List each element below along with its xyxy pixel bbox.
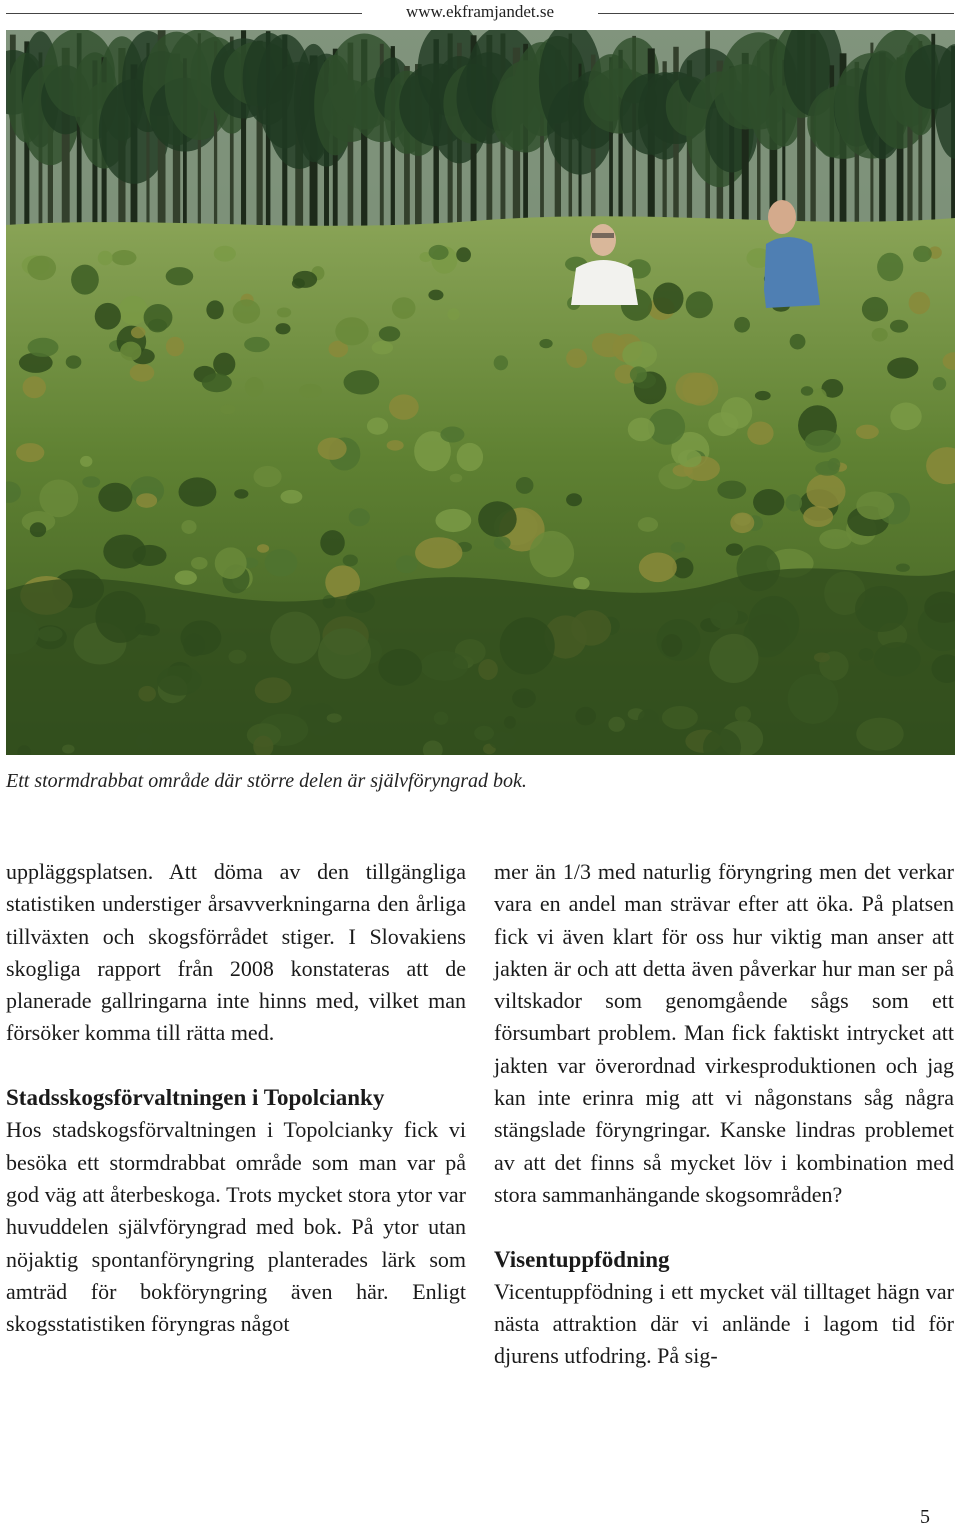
- shrub-leaf-cluster: [299, 384, 322, 398]
- shrub-leaf-cluster: [415, 537, 462, 568]
- shrub-leaf-cluster: [280, 490, 302, 504]
- shrub-leaf-cluster: [671, 542, 686, 553]
- shrub-leaf-cluster: [494, 536, 511, 549]
- photo-caption: Ett stormdrabbat område där större delen är självföryngrad bok.: [6, 770, 527, 792]
- shrub-leaf-cluster: [638, 517, 658, 532]
- shrub-leaf-cluster: [202, 373, 232, 392]
- shrub-leaf-cluster: [120, 342, 141, 361]
- shrub-leaf-cluster: [812, 388, 827, 403]
- header-rule-left: [6, 13, 362, 14]
- shrub-leaf-cluster: [244, 337, 270, 352]
- shrub-leaf-cluster: [913, 246, 932, 262]
- shrub-leaf-cluster: [890, 320, 908, 333]
- page-header: [0, 0, 960, 26]
- shrub-leaf-cluster: [265, 549, 298, 577]
- shrub-leaf-cluster: [66, 355, 82, 368]
- paragraph-gap: [494, 1211, 954, 1243]
- shrub-leaf-cluster: [179, 477, 217, 506]
- shrub-leaf-cluster: [257, 544, 269, 553]
- left-column: [6, 856, 466, 1340]
- shrub-leaf-cluster: [191, 557, 208, 570]
- right-paragraph-2: Vicentuppfödning i ett mycket väl tilltaget hägn var nästa attraktion där vi anlände i lagom tid för djurens utfodring. På sig-: [494, 1278, 954, 1369]
- shrub-leaf-cluster: [933, 377, 946, 390]
- shrub-leaf-cluster: [387, 440, 404, 450]
- shrub-leaf-cluster: [130, 364, 155, 382]
- shrub-leaf-cluster: [721, 397, 752, 429]
- shrub-leaf-cluster: [245, 377, 264, 397]
- shrub-leaf-cluster: [592, 333, 626, 357]
- shrub-leaf-cluster: [276, 323, 291, 334]
- shrub-leaf-cluster: [112, 250, 137, 265]
- shrub-leaf-cluster: [234, 489, 248, 498]
- shrub-leaf-cluster: [478, 501, 517, 537]
- shrub-leaf-cluster: [103, 534, 146, 568]
- shrub-leaf-cluster: [429, 245, 449, 260]
- shrub-leaf-cluster: [686, 291, 713, 318]
- shrub-leaf-cluster: [566, 493, 582, 506]
- shrub-leaf-cluster: [277, 307, 291, 317]
- shrub-leaf-cluster: [747, 422, 773, 445]
- shrub-leaf-cluster: [166, 337, 184, 357]
- shrub-leaf-cluster: [119, 296, 148, 325]
- shrub-leaf-cluster: [428, 290, 443, 301]
- shrub-leaf-cluster: [80, 456, 92, 467]
- shrub-leaf-cluster: [166, 267, 194, 285]
- shrub-leaf-cluster: [457, 443, 483, 471]
- shrub-leaf-cluster: [730, 512, 754, 533]
- shrub-leaf-cluster: [148, 319, 167, 333]
- shrub-leaf-cluster: [367, 417, 388, 434]
- page-number: 5: [920, 1506, 930, 1528]
- shrub-leaf-cluster: [95, 303, 121, 330]
- shrub-leaf-cluster: [815, 461, 839, 476]
- shrub-leaf-cluster: [887, 357, 918, 378]
- shrub-leaf-cluster: [253, 466, 281, 487]
- shrub-leaf-cluster: [28, 338, 59, 357]
- shrub-leaf-cluster: [175, 570, 197, 585]
- paragraph-gap: [6, 1050, 466, 1082]
- shrub-leaf-cluster: [82, 476, 100, 487]
- header-rule-right: [598, 13, 954, 14]
- shrub-leaf-cluster: [318, 438, 347, 460]
- shrub-leaf-cluster: [639, 553, 677, 583]
- shrub-leaf-cluster: [566, 348, 587, 368]
- shrub-leaf-cluster: [131, 327, 146, 339]
- right-column: [494, 856, 954, 1373]
- shrub-leaf-cluster: [755, 391, 771, 401]
- shrub-leaf-cluster: [805, 430, 841, 453]
- shrub-leaf-cluster: [856, 425, 879, 439]
- shrub-leaf-cluster: [215, 547, 247, 579]
- shrub-leaf-cluster: [456, 247, 471, 262]
- shrub-leaf-cluster: [529, 531, 574, 577]
- shrub-leaf-cluster: [335, 317, 368, 345]
- forest-photo: [6, 30, 955, 755]
- shrub-leaf-cluster: [16, 443, 44, 462]
- section-heading-topolcianky: Stadsskogsförvaltningen i Topolcianky: [6, 1085, 385, 1111]
- section-heading-visentuppfodning: Visentuppfödning: [494, 1246, 670, 1272]
- shrub-leaf-cluster: [450, 474, 463, 483]
- shrub-leaf-cluster: [862, 297, 888, 322]
- left-paragraph-2: Hos stadskogsförvaltningen i Topolcianky fick vi besöka ett stormdrabbat område som man var på god väg att återbeskoga. Trots mycket stora ytor var huvuddelen självföryngrad med bok. På ytor utan nöjaktig spontanföryngring planterades lärk som amträd för bokföryngring även här. Enligt skogsstatistiken föryngras något: [6, 1117, 466, 1337]
- shrub-leaf-cluster: [233, 299, 261, 323]
- shrub-leaf-cluster: [39, 479, 78, 517]
- shrub-leaf-cluster: [396, 555, 418, 573]
- shrub-leaf-cluster: [856, 491, 894, 519]
- shrub-leaf-cluster: [344, 370, 380, 394]
- shrub-leaf-cluster: [220, 404, 235, 414]
- shrub-leaf-cluster: [494, 355, 508, 370]
- shrub-leaf-cluster: [753, 489, 784, 515]
- shrub-leaf-cluster: [214, 246, 236, 262]
- shrub-leaf-cluster: [30, 522, 46, 537]
- shrub-leaf-cluster: [653, 283, 684, 315]
- shrub-leaf-cluster: [786, 494, 803, 511]
- shrub-leaf-cluster: [379, 326, 400, 341]
- shrub-leaf-cluster: [213, 353, 235, 376]
- shrub-leaf-cluster: [98, 251, 113, 266]
- shrub-leaf-cluster: [136, 493, 157, 508]
- shrub-leaf-cluster: [98, 483, 132, 512]
- shrub-leaf-cluster: [349, 508, 370, 526]
- shrub-leaf-cluster: [909, 292, 930, 315]
- shrub-leaf-cluster: [27, 256, 56, 281]
- shrub-leaf-cluster: [320, 530, 345, 555]
- shrub-leaf-cluster: [877, 253, 903, 281]
- shrub-leaf-cluster: [440, 427, 464, 443]
- shrub-leaf-cluster: [206, 300, 223, 319]
- shrub-leaf-cluster: [890, 403, 921, 431]
- header-site-url: www.ekframjandet.se: [405, 2, 555, 21]
- shrub-leaf-cluster: [622, 341, 657, 368]
- right-paragraph-1: mer än 1/3 med naturlig föryngring men det verkar vara en andel man strävar efter att öka. På platsen fick vi även klart för oss hur viktig man anser att jakten är och att detta även påverkar hur man ser på viltskador som genomgående sågs som ett försumbart problem. Man fick faktiskt intrycket att jakten var överordnad virkesproduktionen och jag kan inte erinra mig att vi någonstans såg några stängslade föryngringar. Kanske lindras problemet av att det finns så mycket löv i kombination med stora sammanhängande skogsområden?: [494, 859, 954, 1207]
- shrub-leaf-cluster: [392, 297, 416, 319]
- shrub-leaf-cluster: [516, 477, 534, 494]
- shrub-leaf-cluster: [293, 271, 317, 288]
- shrub-leaf-cluster: [803, 506, 833, 527]
- shrub-leaf-cluster: [806, 474, 845, 509]
- left-paragraph-1: uppläggsplatsen. Att döma av den tillgängliga statistiken understiger årsavverkningarna den årliga tillväxten och skogsförrådet stiger. I Slovakiens skogliga rapport från 2008 konstateras att de planerade gallringarna inte hinns med, vilket man försöker komma till rätta med.: [6, 859, 466, 1046]
- shrub-leaf-cluster: [801, 386, 814, 396]
- shrub-leaf-cluster: [717, 481, 746, 499]
- shrub-leaf-cluster: [389, 394, 419, 419]
- shrub-leaf-cluster: [71, 265, 99, 295]
- shrub-leaf-cluster: [628, 418, 655, 442]
- shrub-leaf-cluster: [896, 564, 910, 572]
- shrub-leaf-cluster: [726, 543, 743, 555]
- shrub-leaf-cluster: [181, 520, 196, 534]
- shrub-leaf-cluster: [630, 366, 647, 382]
- shrub-leaf-cluster: [819, 529, 852, 549]
- shrub-leaf-cluster: [734, 317, 750, 333]
- shrub-leaf-cluster: [678, 450, 702, 468]
- forest-photo-illustration: [6, 30, 955, 755]
- shrub-leaf-cluster: [343, 555, 358, 567]
- shrub-leaf-cluster: [447, 308, 459, 320]
- shrub-leaf-cluster: [872, 328, 888, 342]
- shrub-leaf-cluster: [675, 372, 712, 403]
- shrub-leaf-cluster: [539, 339, 552, 348]
- shrub-leaf-cluster: [372, 341, 393, 355]
- shrub-leaf-cluster: [23, 376, 46, 398]
- shrub-leaf-cluster: [573, 577, 589, 590]
- shrub-leaf-cluster: [435, 509, 471, 532]
- shrub-leaf-cluster: [790, 334, 806, 350]
